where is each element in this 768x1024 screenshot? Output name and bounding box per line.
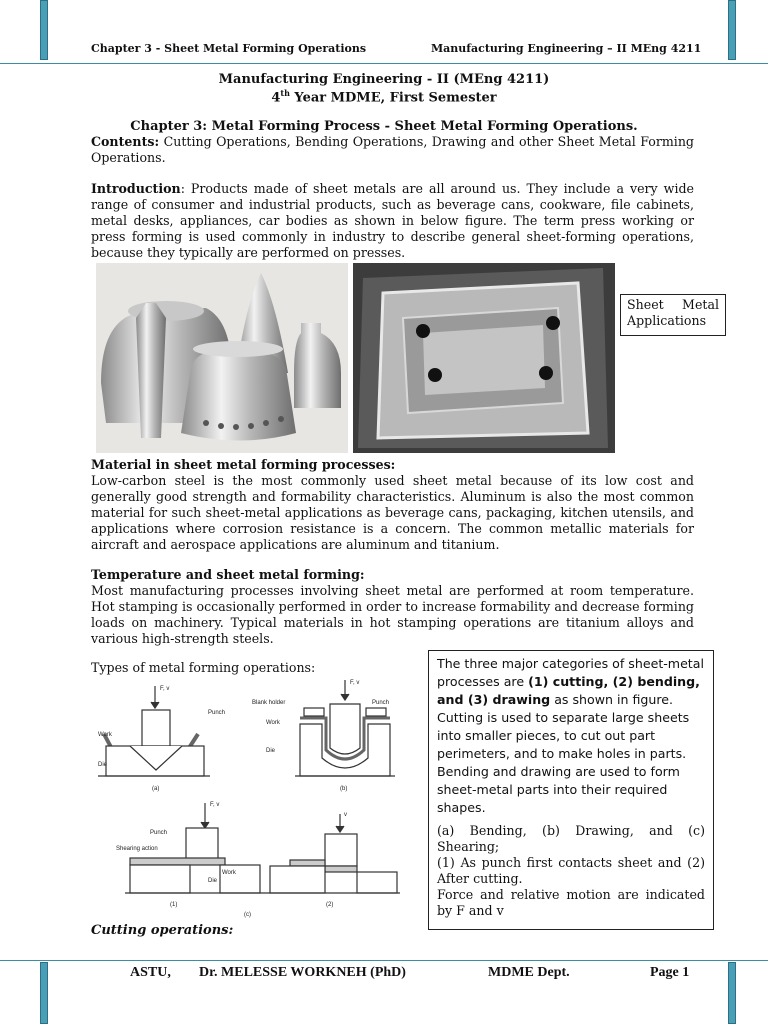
label-c2: (2) xyxy=(326,902,334,908)
left-top-bar xyxy=(40,0,48,60)
forming-categories-box xyxy=(428,650,714,930)
year-number: 4 xyxy=(271,90,281,106)
contents-text: Cutting Operations, Bending Operations, Drawing and other Sheet Metal Forming Operations. xyxy=(91,134,694,165)
label-c1: (1) xyxy=(170,902,178,908)
applications-text: Sheet Metal Applications xyxy=(627,297,719,328)
chapter-title: Chapter 3: Metal Forming Process - Sheet Metal Forming Operations. xyxy=(130,119,638,134)
label-c: (c) xyxy=(244,912,251,918)
categories-text-bold: (1) cutting, (2) bending, and (3) drawing xyxy=(437,674,700,707)
label-c1-fv: F, v xyxy=(210,802,220,808)
material-section xyxy=(91,457,694,553)
temperature-heading: Temperature and sheet metal forming: xyxy=(91,567,365,582)
types-label: Types of metal forming operations: xyxy=(91,660,316,675)
label-b-work: Work xyxy=(266,720,280,726)
material-text: Low-carbon steel is the most commonly used sheet metal because of its low cost and generally good strength and formability characteristics. Aluminum is also the most common material for such sheet-metal applications as beverage cans, packaging, kitchen utensils, and applications where corrosion resistance is a concern. The common metallic materials for aircraft and aerospace applications are aluminum and titanium. xyxy=(91,473,694,552)
material-heading: Material in sheet metal forming processes: xyxy=(91,457,396,472)
caption-paragraph xyxy=(437,823,705,919)
contents-label: Contents: xyxy=(91,134,160,149)
label-c1-shearing-action: Shearing action xyxy=(116,846,158,852)
footer-rule xyxy=(0,960,768,961)
header-rule xyxy=(0,63,768,64)
caption-line-1: (a) Bending, (b) Drawing, and (c) Shearing; xyxy=(437,823,705,854)
introduction-text: : Products made of sheet metals are all around us. They include a very wide range of consumer and industrial products, such as beverage cans, cookware, file cabinets, metal desks, appliances, car bodies as shown in below figure. The term press working or press forming is used commonly in industry to describe general sheet-forming operations, because they typically are performed on presses. xyxy=(91,181,694,260)
spun-metal-parts-photo xyxy=(96,263,348,453)
sheet-metal-applications-label xyxy=(620,294,726,336)
header-left: Chapter 3 - Sheet Metal Forming Operations xyxy=(91,42,367,55)
label-a: (a) xyxy=(152,786,160,792)
left-bottom-bar xyxy=(40,962,48,1024)
footer-institution: ASTU, xyxy=(130,965,171,980)
label-a-work: Work xyxy=(98,732,112,738)
cutting-operations-heading: Cutting operations: xyxy=(91,923,234,938)
footer-page-number: Page 1 xyxy=(650,965,690,980)
label-b-punch: Punch xyxy=(372,700,390,706)
footer-dept: MDME Dept. xyxy=(488,965,570,980)
year-line xyxy=(0,88,768,105)
right-top-bar xyxy=(728,0,736,60)
stamped-panel-image xyxy=(353,263,615,453)
label-b-blank-holder: Blank holder xyxy=(252,700,286,706)
introduction-paragraph xyxy=(91,181,694,261)
stamped-panel-photo xyxy=(353,263,615,453)
label-a-die: Die xyxy=(98,762,108,768)
course-title: Manufacturing Engineering - II (MEng 4211) xyxy=(218,72,550,87)
header-right: Manufacturing Engineering – II MEng 4211 xyxy=(431,42,702,55)
label-c1-punch: Punch xyxy=(150,830,168,836)
caption-line-2: (1) As punch first contacts sheet and (2) After cutting. xyxy=(437,855,705,886)
year-text: Year MDME, First Semester xyxy=(289,90,497,106)
label-b: (b) xyxy=(340,786,348,792)
contents-paragraph xyxy=(91,134,694,166)
label-c1-die: Die xyxy=(208,878,218,884)
categories-text-1: The three major categories of sheet-metal processes are xyxy=(437,656,704,689)
label-c1-work: Work xyxy=(222,870,236,876)
label-c2-v: v xyxy=(344,812,347,818)
temperature-section xyxy=(91,567,694,647)
footer-author: Dr. MELESSE WORKNEH (PhD) xyxy=(199,965,406,980)
categories-paragraph xyxy=(437,655,705,817)
label-a-fv: F, v xyxy=(160,686,170,692)
right-bottom-bar xyxy=(728,962,736,1024)
caption-line-3: Force and relative motion are indicated by F and v xyxy=(437,887,705,918)
year-suffix: th xyxy=(280,88,290,98)
categories-text-2: as shown in figure. Cutting is used to separate large sheets into smaller pieces, to cut out part perimeters, and to make holes in parts. Bending and drawing are used to form sheet-metal parts into their required shapes. xyxy=(437,692,690,815)
introduction-label: Introduction xyxy=(91,181,181,196)
label-b-fv: F, v xyxy=(350,680,360,686)
forming-operations-figure xyxy=(90,678,420,918)
label-a-punch: Punch xyxy=(208,710,226,716)
spun-metal-parts-image xyxy=(96,263,348,453)
label-b-die: Die xyxy=(266,748,276,754)
temperature-text: Most manufacturing processes involving sheet metal are performed at room temperature. Hot stamping is occasionally performed in order to increase formability and decrease forming loads on machinery. Typical materials in hot stamping operations are titanium alloys and various high-strength steels. xyxy=(91,583,694,646)
